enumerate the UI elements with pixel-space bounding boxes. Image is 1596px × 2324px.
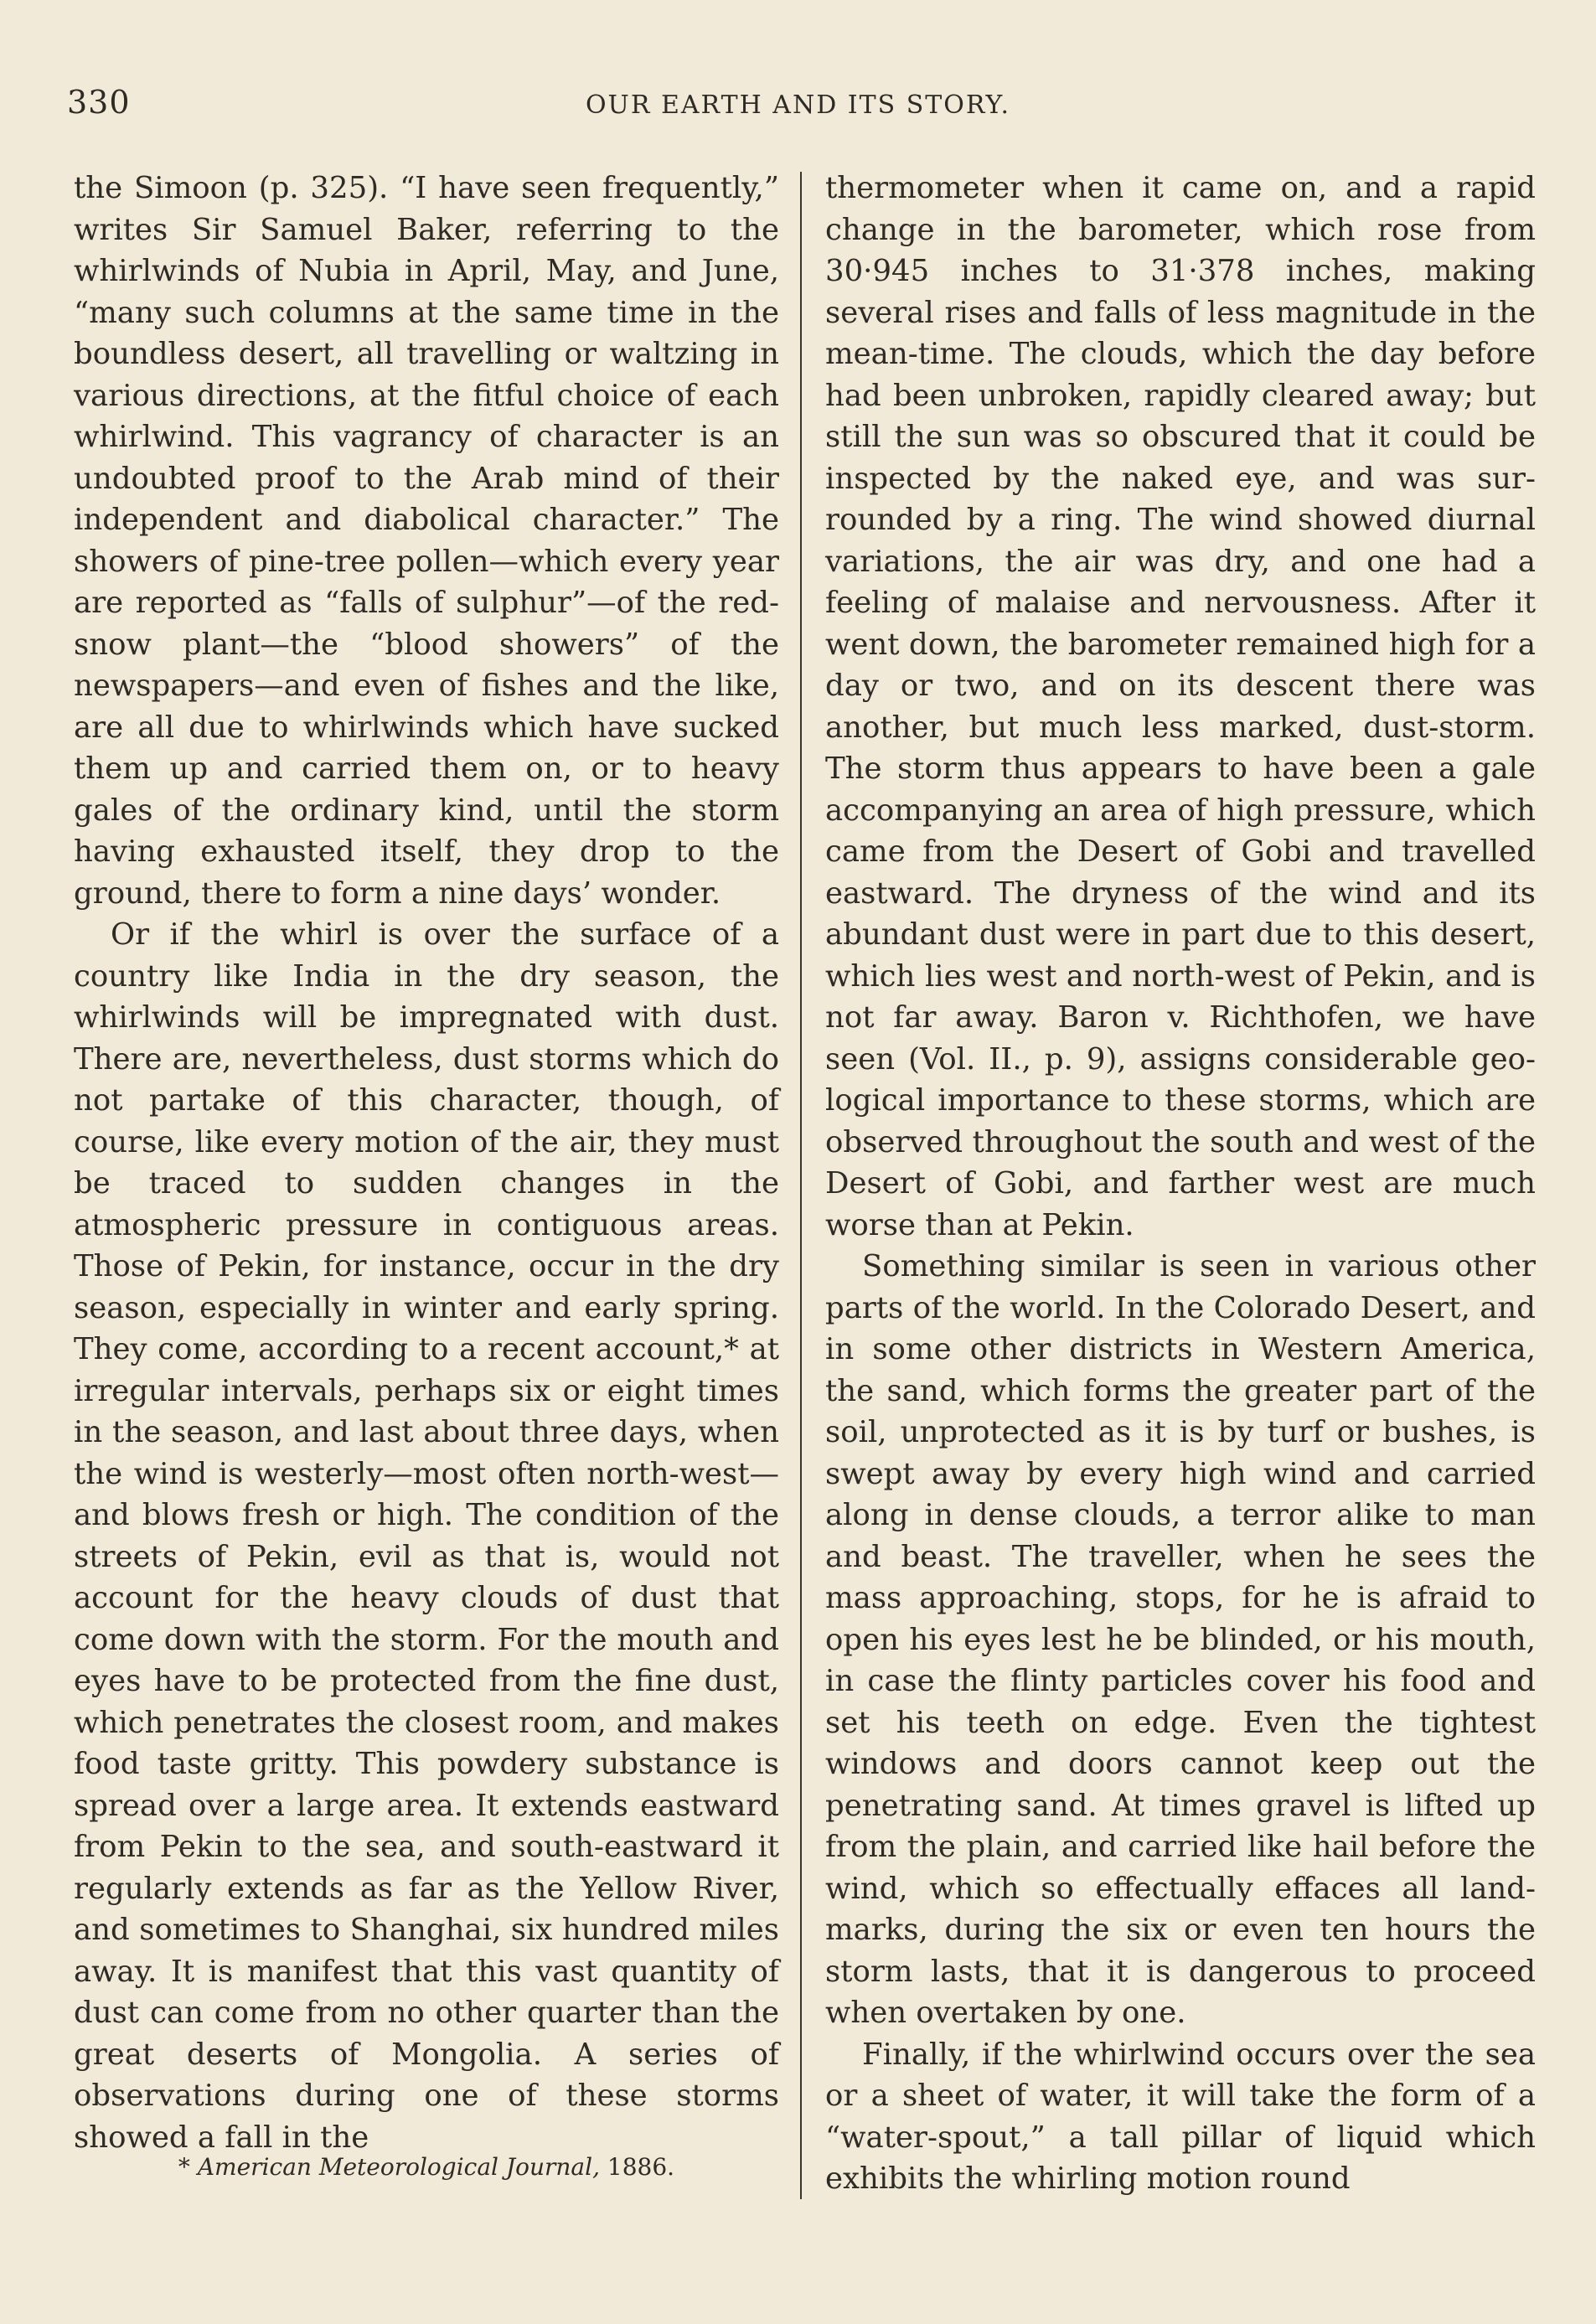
left-paragraph-1: the Simoon (p. 325). “I have seen frequently,” writes Sir Samuel Baker, referring to the whirlwinds of Nubia in April, May, and June, “many such columns at the same time in the boundless desert, all travelling or waltzing in various directions, at the fitful choice of each whirlwind. This vagrancy of character is an undoubted proof to the Arab mind of their independent and diabolical character.” The showers of pine-tree pollen—which every year are reported as “falls of sulphur”—of the red-snow plant—the “blood showers” of the newspapers—and even of fishes and the like, are all due to whirlwinds which have sucked them up and carried them on, or to heavy gales of the ordinary kind, until the storm having exhausted itself, they drop to the ground, there to form a nine days’ wonder. — [74, 171, 779, 911]
footnote-year: 1886. — [607, 2153, 675, 2181]
footnote — [74, 2153, 779, 2181]
right-column — [825, 168, 1536, 2200]
left-paragraph-2: Or if the whirl is over the surface of a country like India in the dry season, the whirlwinds will be impregnated with dust. There are, nevertheless, dust storms which do not partake of this character, though, of course, like every motion of the air, they must be traced to sudden changes in the atmospheric pressure in contiguous areas. Those of Pekin, for instance, occur in the dry season, especially in winter and early spring. They come, according to a recent account,* at irregular intervals, perhaps six or eight times in the season, and last about three days, when the wind is westerly—most often north-west—and blows fresh or high. The condition of the streets of Pekin, evil as that is, would not account for the heavy clouds of dust that come down with the storm. For the mouth and eyes have to be protected from the fine dust, which penetrates the closest room, and makes food taste gritty. This powdery substance is spread over a large area. It extends eastward from Pekin to the sea, and south-eastward it regularly extends as far as the Yellow River, and sometimes to Shanghai, six hundred miles away. It is manifest that this vast quantity of dust can come from no other quarter than the great deserts of Mongolia. A series of observations during one of these storms showed a fall in the — [74, 917, 779, 2155]
footnote-source: American Meteorological Journal, — [197, 2153, 600, 2181]
footnote-marker: * — [178, 2153, 190, 2181]
right-paragraph-2: Something similar is seen in various other parts of the world. In the Colorado Desert, and in some other districts in Western America, the sand, which forms the greater part of the soil, unprotected as it is by turf or bushes, is swept away by every high wind and carried along in dense clouds, a terror alike to man and beast. The traveller, when he sees the mass approaching, stops, for he is afraid to open his eyes lest he be blinded, or his mouth, in case the flinty particles cover his food and set his teeth on edge. Even the tightest windows and doors cannot keep out the penetrating sand. At times gravel is lifted up from the plain, and carried like hail before the wind, which so effectually effaces all land-marks, during the six or even ten hours the storm lasts, that it is dangerous to proceed when overtaken by one. — [825, 1249, 1536, 2030]
right-paragraph-3: Finally, if the whirlwind occurs over the sea or a sheet of water, it will take the form of a “water-spout,” a tall pillar of liquid which exhibits the whirling motion round — [825, 2037, 1536, 2196]
column-divider — [800, 172, 802, 2199]
page-number: 330 — [67, 84, 131, 121]
running-title: OUR EARTH AND ITS STORY. — [585, 90, 1011, 120]
page-header — [67, 84, 1529, 134]
right-paragraph-1: thermometer when it came on, and a rapid change in the barometer, which rose from 30·945 inches to 31·378 inches, making several rises and falls of less magnitude in the mean-time. The clouds, which the day before had been unbroken, rapidly cleared away; but still the sun was so obscured that it could be inspected by the naked eye, and was sur-rounded by a ring. The wind showed diurnal variations, the air was dry, and one had a feeling of malaise and nervousness. After it went down, the barometer remained high for a day or two, and on its descent there was another, but much less marked, dust-storm. The storm thus appears to have been a gale accompanying an area of high pressure, which came from the Desert of Gobi and travelled eastward. The dryness of the wind and its abundant dust were in part due to this desert, which lies west and north-west of Pekin, and is not far away. Baron v. Richthofen, we have seen (Vol. II., p. 9), assigns considerable geo-logical importance to these storms, which are observed throughout the south and west of the Desert of Gobi, and farther west are much worse than at Pekin. — [825, 171, 1536, 1242]
left-column — [74, 168, 779, 2158]
